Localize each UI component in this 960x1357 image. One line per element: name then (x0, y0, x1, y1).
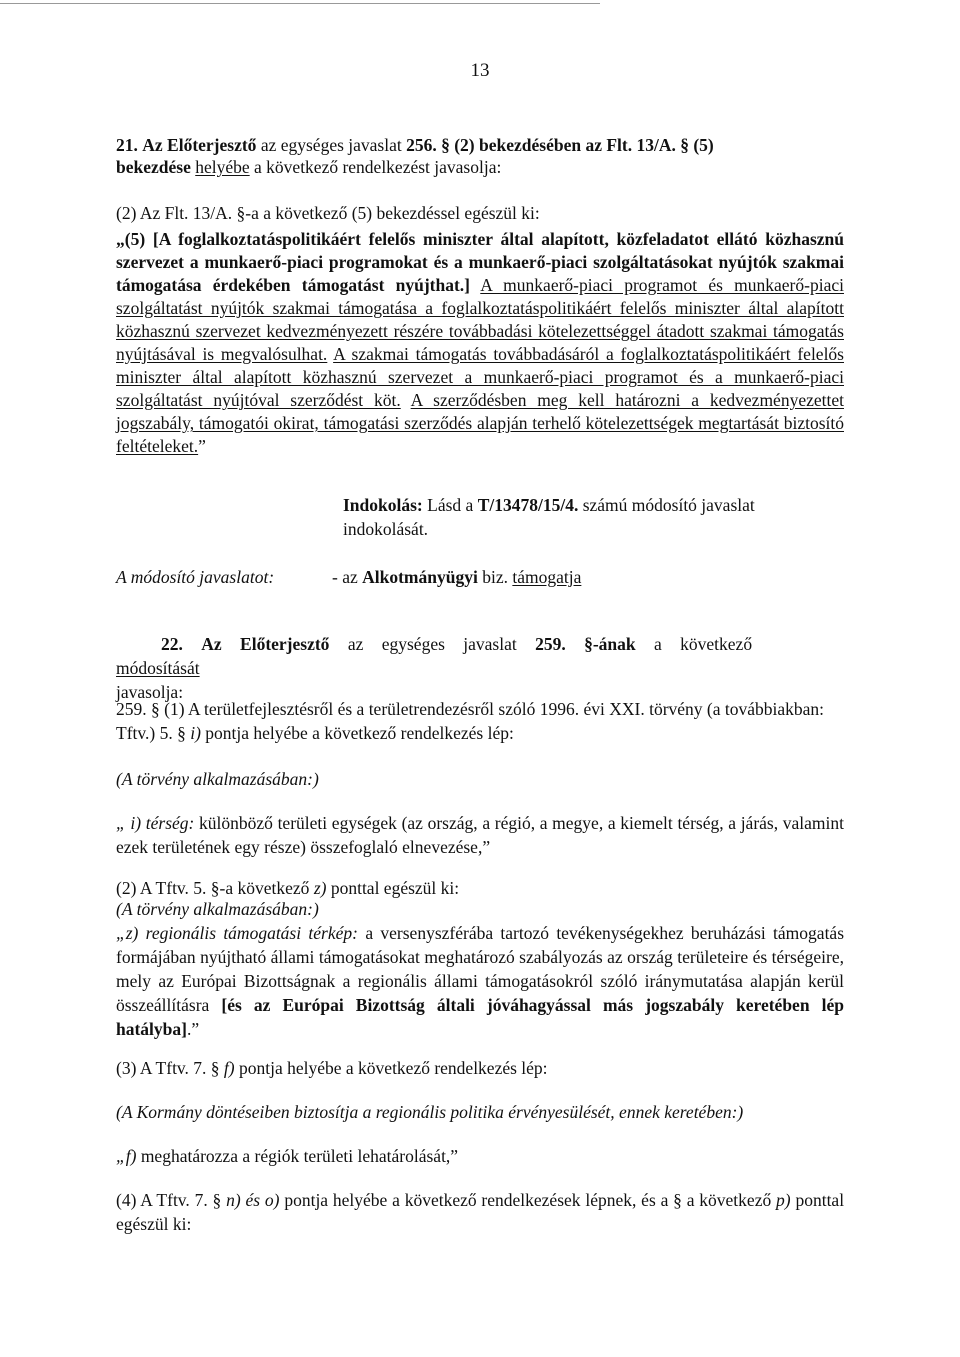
justification (343, 493, 844, 541)
item-22-text: az egységes javaslat (347, 634, 517, 654)
paragraph-4-point-p: p) (776, 1190, 791, 1210)
section-259-text: 259. § (1) A területfejlesztésről és a területrendezésről szóló 1996. évi XXI. törvény (a továbbiakban: Tftv.) 5. § (116, 699, 825, 743)
paragraph-4-points-n-o: n) és o) (226, 1190, 280, 1210)
signature-prefix: - az (332, 567, 358, 587)
justification-ref: T/13478/15/4. (477, 495, 579, 515)
justification-text: Lásd a (427, 495, 474, 515)
item-22-anak: §-ának (584, 634, 636, 654)
section-259-text-2: pontja helyébe a következő rendelkezés lép: (205, 723, 514, 743)
paragraph-2-text: (2) A Tftv. 5. §-a következő (116, 878, 310, 898)
item-21-helyebe: helyébe (195, 157, 250, 177)
paragraph-3-text: (3) A Tftv. 7. § (116, 1058, 220, 1078)
item-21-heading (116, 134, 844, 178)
z-definition: a versenyszférába tartozó tevékenységekhez beruházási támogatás formájában nyújtható állami támogatásokat meghatározó szabályozás az ország területeire és térségeire, mely az Európai Bizottságnak a regionális állami támogatásokról szóló iránymutatása alapján kerül összeállításra (116, 923, 845, 1015)
signature-value (332, 566, 581, 588)
item-21-bekezdese: bekezdése (116, 157, 191, 177)
item-22-kovetkezo: a következő (654, 634, 753, 654)
terseg-definition: különböző területi egységek (az ország, a régió, a megye, a kiemelt térség, a járás, valamint ezek területének egy része) összefoglaló elnevezése,” (116, 813, 845, 857)
f-definition: meghatározza a régiók területi lehatárolását,” (140, 1146, 459, 1166)
item-22-submitter: Az Előterjesztő (201, 634, 330, 654)
z-struck-text: [és az Európai Bizottság általi jóváhagyással más jogszabály keretében lép hatályba] (116, 995, 844, 1039)
paragraph-2-intro: (2) Az Flt. 13/A. §-a a következő (5) bekezdéssel egészül ki: (116, 203, 540, 223)
paragraph-5-new-text-2: A szakmai támogatás továbbadásáról a foglalkoztatáspolitikáért felelős miniszter által alapított közhasznú szervezet a munkaerő-piaci programot és a munkaerő-piaci szolgáltatást nyújtóval szerződést köt. (116, 344, 844, 410)
item-21-submitter: Az Előterjesztő (142, 135, 257, 155)
paragraph-2-point-z: z) (313, 878, 327, 898)
paragraph-3-tftv (116, 1057, 844, 1079)
paragraph-5-new-text-3: A szerződésben meg kell határozni a kedvezményezettet jogszabály, támogatói okirat, támogatási szerződés alapján terhelő kötelezettségek megtartását biztosító feltételeket. (116, 390, 844, 456)
item-21-ref: § (2) bekezdésében az Flt. 13/A. (441, 135, 676, 155)
top-rule (0, 3, 600, 4)
paragraph-5 (116, 228, 844, 458)
paragraph-5-close-quote: ” (198, 436, 206, 456)
paragraph-4-text-2: pontja helyébe a következő rendelkezések lépnek, és a § a következő (284, 1190, 772, 1210)
paragraph-5-struck-text: „(5) [A foglalkoztatáspolitikáért felelős miniszter által alapított, közfeladatot ellátó közhasznú szervezet a munkaerő-piaci programokat és a munkaerő-piaci szolgáltatásokat nyújtók szakmai támogatása érdekében támogatást nyújthat.] (116, 229, 844, 295)
paragraph-3-point-f: f) (223, 1058, 235, 1078)
point-f (116, 1145, 844, 1167)
item-21-section: 256. (406, 135, 437, 155)
section-259-point-i: i) (190, 723, 201, 743)
item-22-modositas: módosítását (116, 658, 200, 678)
justification-label: Indokolás: (343, 495, 423, 515)
paragraph-5-new-text-1: A munkaerő-piaci programot és munkaerő-piaci szolgáltatást nyújtók szakmai támogatása a foglalkoztatáspolitikáért felelős miniszter által alapított közhasznú szervezet kedvezményezett részére továbbadási kötelezettséggel átadott szakmai támogatás nyújtásával is megvalósulhat. (116, 275, 844, 364)
justification-text-2: számú módosító javaslat indokolását. (343, 495, 755, 539)
section-259-1 (116, 697, 844, 745)
signature-action: támogatja (512, 567, 582, 587)
item-22-section: 259. (535, 634, 566, 654)
paragraph-2-tftv (116, 877, 844, 899)
signature-biz: biz. (482, 567, 508, 587)
item-21-ref2: § (5) (680, 135, 714, 155)
z-end: .” (186, 1019, 200, 1039)
point-i-terseg (116, 811, 844, 859)
paragraph-4-text-3: ponttal egészül ki: (116, 1190, 845, 1234)
context-kormany: (A Kormány döntéseiben biztosítja a regionális politika érvényesülését, ennek keretében:) (116, 1102, 744, 1122)
z-term: „z) regionális támogatási térkép: (116, 923, 358, 943)
context-torveny-2: (A törvény alkalmazásában:) (116, 899, 319, 919)
item-21-rest: a következő rendelkezést javasolja: (254, 157, 502, 177)
item-22-javasolja: javasolja: (116, 682, 184, 702)
paragraph-4-text: (4) A Tftv. 7. § (116, 1190, 222, 1210)
signature-label: A módosító javaslatot: (116, 567, 275, 587)
item-21-text: az egységes javaslat (260, 135, 402, 155)
terseg-term: „ i) térség: (116, 813, 195, 833)
item-21-number: 21. (116, 135, 138, 155)
paragraph-2-text-2: ponttal egészül ki: (330, 878, 460, 898)
f-term: „f) (116, 1146, 137, 1166)
item-22-heading (116, 632, 844, 704)
point-z-terkep (116, 921, 844, 1041)
page-number: 13 (470, 60, 490, 81)
paragraph-4-tftv (116, 1188, 844, 1236)
paragraph-3-text-2: pontja helyébe a következő rendelkezés lép: (239, 1058, 548, 1078)
context-torveny-1: (A törvény alkalmazásában:) (116, 769, 319, 789)
item-22-number: 22. (161, 634, 183, 654)
signature-committee: Alkotmányügyi (362, 567, 478, 587)
